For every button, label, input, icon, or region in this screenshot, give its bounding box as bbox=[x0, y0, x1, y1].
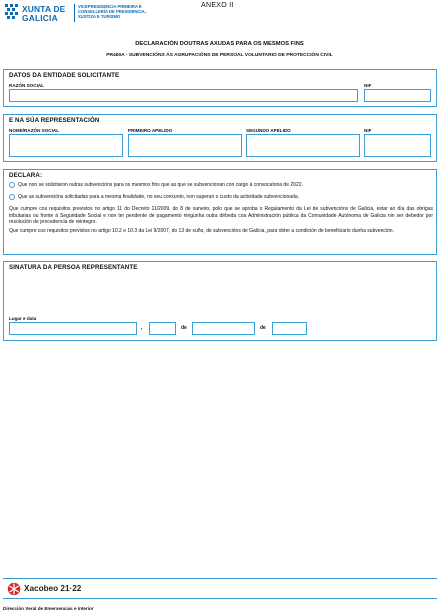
option1-radio[interactable] bbox=[9, 182, 15, 188]
document-subtitle: PR460A - SUBVENCIÓNS ÁS AGRUPACIÓNS DE PERSOAL VOLUNTARIO DE PROTECCIÓN CIVIL bbox=[106, 53, 333, 58]
day-field[interactable] bbox=[149, 322, 176, 335]
xunta-logo bbox=[4, 2, 174, 26]
rep-surname1-label: PRIMEIRO APELIDO bbox=[128, 128, 173, 133]
rep-name-label: NOME/RAZÓN SOCIAL bbox=[9, 128, 60, 133]
option2-text: Que as subvencións solicitadas para a mesma finalidade, no seu conxunto, non superan o custo da actividade subvencionada. bbox=[18, 194, 300, 200]
option1-text: Que non se solicitaron outras subvencións para os mesmos fins que as que se subvencionan con cargo á convocatoria de 2022. bbox=[18, 182, 303, 188]
logo-divider bbox=[74, 4, 75, 22]
department-line-1: VICEPRESIDENCIA PRIMEIRA E bbox=[78, 4, 142, 9]
declaration-section-title: DECLARA: bbox=[9, 172, 43, 179]
representative-section bbox=[3, 114, 437, 162]
place-date-label: Lugar e data bbox=[9, 316, 37, 321]
month-field[interactable] bbox=[192, 322, 255, 335]
year-field[interactable] bbox=[272, 322, 307, 335]
rep-surname2-label: SEGUNDO APELIDO bbox=[246, 128, 291, 133]
rep-name-field[interactable] bbox=[9, 134, 123, 157]
comma-separator: , bbox=[141, 325, 143, 331]
entity-section bbox=[3, 69, 437, 107]
declaration-paragraph-1: Que cumpre cos requisitos previstos no artigo 11 do Decreto 11/2009, do 8 de xaneiro, polo que se aproba o Regulamento da Lei de subvencións de Galicia, estar ao día das obrigas tributarias ou fronte á Seguridade Social e non ter pendente de pagamento ningunha outra débeda coa Administración pública da Comunidade Autónoma de Galicia nin ser debedor por resolución de procedencia de reintegro. bbox=[9, 206, 433, 226]
signature-section-title: SINATURA DA PERSOA REPRESENTANTE bbox=[9, 264, 138, 271]
department-line-2: CONSELLERÍA DE PRESIDENCIA, bbox=[78, 9, 146, 14]
signature-section bbox=[3, 261, 437, 341]
annex-label: ANEXO II bbox=[201, 2, 234, 9]
xacobeo-shell-icon bbox=[7, 582, 21, 596]
document-title: DECLARACIÓN DOUTRAS AXUDAS PARA OS MESMOS FINS bbox=[135, 41, 304, 47]
xacobeo-text: Xacobeo 21·22 bbox=[24, 584, 82, 593]
de-separator-1: de bbox=[181, 325, 187, 331]
xacobeo-logo bbox=[7, 582, 107, 596]
rep-surname2-field[interactable] bbox=[246, 134, 360, 157]
razon-social-label: RAZÓN SOCIAL bbox=[9, 83, 44, 88]
nif-field[interactable] bbox=[364, 89, 431, 102]
rep-surname1-field[interactable] bbox=[128, 134, 242, 157]
declaration-section bbox=[3, 169, 437, 255]
rep-nif-field[interactable] bbox=[364, 134, 431, 157]
razon-social-field[interactable] bbox=[9, 89, 358, 102]
xunta-emblem-icon bbox=[4, 4, 20, 22]
option2-radio[interactable] bbox=[9, 194, 15, 200]
entity-section-title: DATOS DA ENTIDADE SOLICITANTE bbox=[9, 72, 120, 79]
declaration-paragraph-2: Que cumpre cos requisitos previstos no artigo 10.2 e 10.3 da Lei 9/2007, do 13 de xuño, de subvencións de Galicia, para obter a condición de beneficiario dunha subvención. bbox=[9, 228, 394, 234]
de-separator-2: de bbox=[260, 325, 266, 331]
nif-label: NIF bbox=[364, 83, 372, 88]
representative-section-title: E NA SÚA REPRESENTACIÓN bbox=[9, 117, 100, 124]
directorate-name: Dirección Xeral de Emerxencias e Interior bbox=[3, 606, 94, 611]
xunta-logo-text: XUNTA DE GALICIA bbox=[22, 4, 66, 23]
department-line-3: XUSTIZA E TURISMO bbox=[78, 14, 121, 19]
place-field[interactable] bbox=[9, 322, 137, 335]
rep-nif-label: NIF bbox=[364, 128, 372, 133]
department-name bbox=[78, 4, 146, 19]
